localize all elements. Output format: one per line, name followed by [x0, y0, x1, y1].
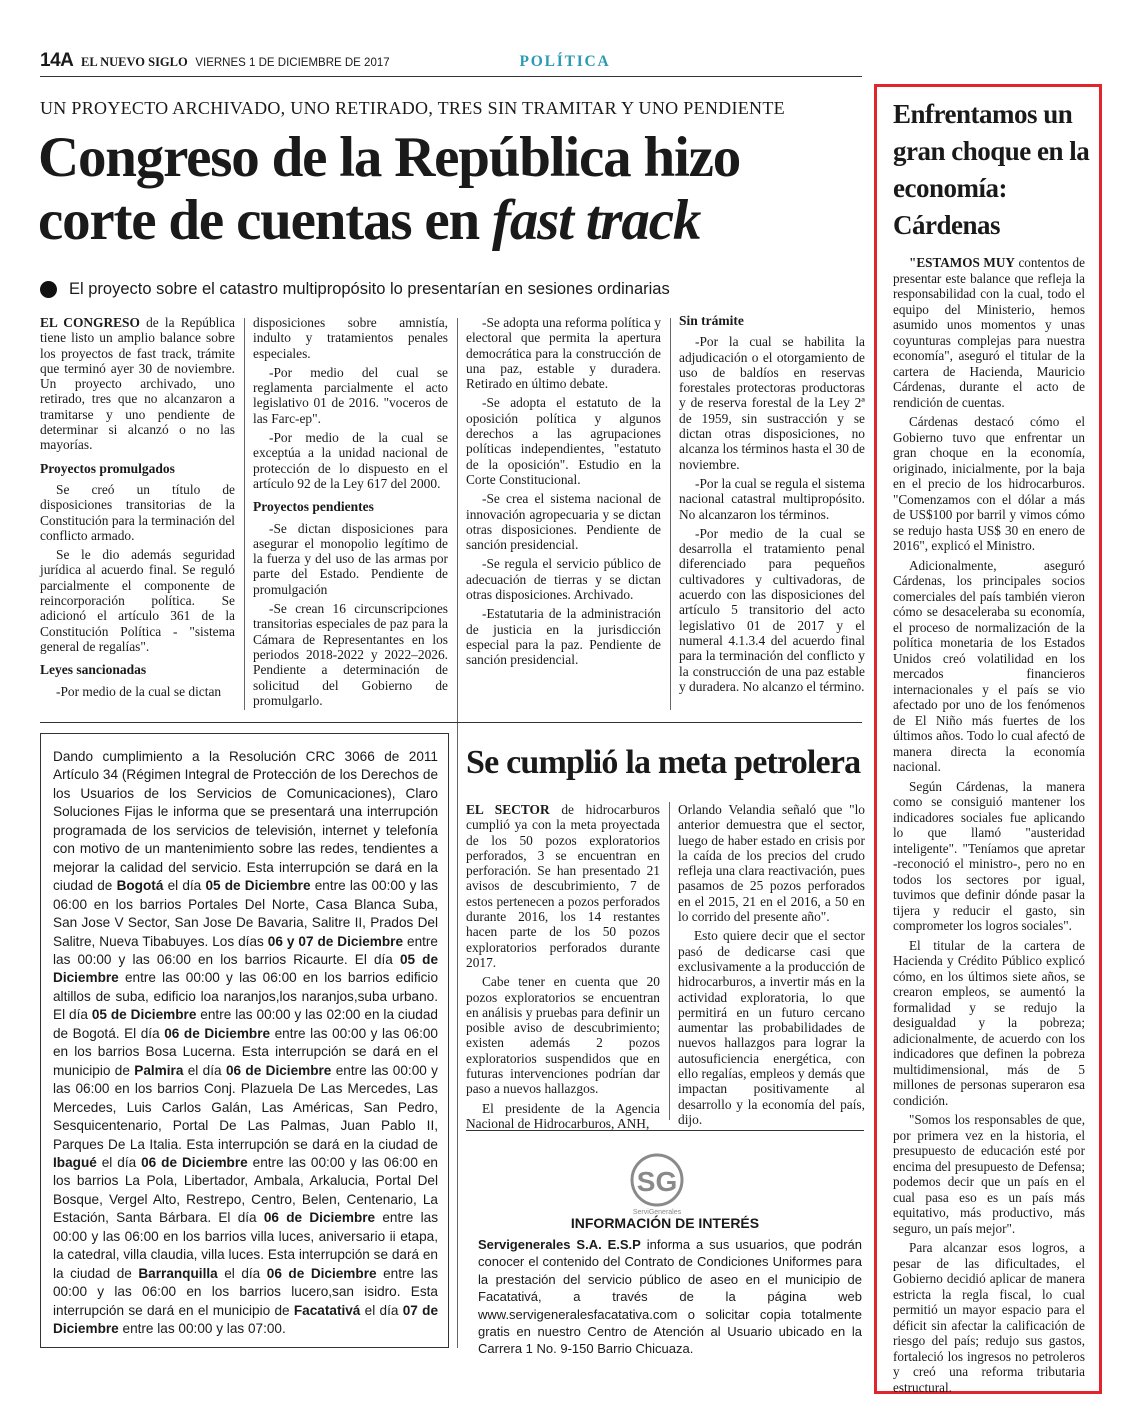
- svg-text:SG: SG: [636, 1166, 678, 1197]
- ad-body: Servigenerales S.A. E.S.P informa a sus usuarios, que podrán conocer el contenido del Contrato de Condiciones Uniformes para la prestación del servicio público de aseo en el municipio de Facatativá, a través de la página web www.servigeneralesfacatativa.com o solicitar copia totalmente gratis en nuestro Centro de Atención al Usuario ubicado en la Carrera 1 No. 9-150 Barrio Chicuaza.: [478, 1237, 862, 1357]
- main-column-4: Sin trámite -Por la cual se habilita la adjudicación o el otorgamiento de uso de baldíos en reservas forestales protectoras productoras y de reserva forestal de la Ley 2ª de 1959, sin sustracción y se dictan otras disposiciones, no alcanza los términos hasta el 30 de noviembre. -Por la cual se regula el sistema nacional catastral multipropósito. No alcanzaron los términos. -Por medio de la cual se desarrolla el tratamiento penal diferenciado para pequeños cultivadores y cultivadoras, de acuerdo con las disposiciones del artículo 5 transitorio del acto legislativo 01 de 2017 y el numeral 4.1.3.4 del acuerdo final para la terminación del conflicto y la construcción de una paz estable y duradera. No alcanzo el término.: [679, 313, 865, 694]
- svg-text:ServiGenerales: ServiGenerales: [632, 1209, 682, 1216]
- subhead-pendientes: Proyectos pendientes: [253, 499, 374, 515]
- sidebar-headline: Enfrentamos un gran choque en la economía: Cárdenas: [893, 99, 1090, 240]
- main-column-1: EL CONGRESO de la República tiene listo un amplio balance sobre los proyectos de fast track, trámite que terminó ayer 30 de noviembre. Un proyecto archivado, uno retirado, tres que no alcanzaron a tramitarse y uno pendiente de determinar si alcanzó o no las mayorías. Proyectos promulgados Se creó un título de disposiciones transitorias de la Constitución para la terminación del conflicto armado. Se le dio además seguridad jurídica al acuerdo final. Se reguló parcialmente el componente de reincorporación política. Se adicionó el artículo 361 de la Constitución Política - "sistema general de regalías". Leyes sancionadas -Por medio de la cual se dictan: [40, 315, 235, 699]
- sidebar-column: "ESTAMOS MUY contentos de presentar este balance que refleja la responsabilidad con la cual, todo el equipo del Ministerio, hemos asumido unos momentos y unas coyunturas complejas para nuestra economía", aseguró el titular de la cartera de Hacienda, Mauricio Cárdenas, durante el acto de rendición de cuentas. Cárdenas destacó cómo el Gobierno tuvo que enfrentar un gran choque en la economía, originado, inicialmente, por la baja en el precio de los hidrocarburos. "Comenzamos con el dólar a más de US$100 por barril y vimos cómo se redujo hasta US$ 30 en enero de 2016", explicó el Ministro. Adicionalmente, aseguró Cárdenas, los principales socios comerciales del país también vieron cómo se desaceleraba su economía, el proceso de normalización de la política monetaria de los Estados Unidos creó volatilidad en los mercados financieros internacionales y el país se vio afectado por uno de los fenómenos de El Niño más fuertes de los últimos años. Todo lo cual afectó de manera directa la economía nacional. Según Cárdenas, la manera como se consiguió mantener los indicadores sociales fue aplicando lo que llamó "austeridad inteligente". "Teníamos que apretar -reconoció el ministro-, pero no en todos los sectores por igual, tuvimos que definir dónde pasar la tijera y reducir el gasto, sin comprometer los logros sociales". El titular de la cartera de Hacienda y Crédito Público explicó cómo, en los últimos siete años, se crearon empleos, se aumentó la formalidad y se redujo la desigualdad y la pobreza; adicionalmente, de acuerdo con los indicadores que definen la pobreza multidimensional, más de 5 millones de personas superaron esa condición. "Somos los responsables de que, por primera vez en la historia, el presupuesto de educación esté por encima del presupuesto de Defensa; podemos decir que un país en el cual pasa eso es un país más equitativo, más productivo, más seguro, un país mejor". Para alcanzar esos logros, a pesar de las dificultades, el Gobierno decidió aplicar de manera estricta la regla fiscal, lo cual permitió un mayor espacio para el déficit sin afectar la calificación de riesgo del país; redujo sus gastos, fortaleció los ingresos no petroleros y creó una reforma tributaria estructural.: [893, 255, 1085, 1395]
- article-headline: [38, 126, 868, 252]
- section-rule: [40, 722, 862, 723]
- main-column-2: disposiciones sobre amnistía, indulto y tratamientos penales especiales. -Por medio del cual se reglamenta parcialmente el acto legislativo 01 de 2016. "voceros de las Farc-ep". -Por medio de la cual se exceptúa a la unidad nacional de protección de lo dispuesto en el artículo 92 de la Ley 617 del 2000. Proyectos pendientes -Se dictan disposiciones para asegurar el monopolio legítimo de la fuerza y del uso de las armas por parte del Estado. Pendiente de promulgación -Se crean 16 circunscripciones transitorias especiales de paz para la Cámara de Representantes en los periodos 2018-2022 y 2022–2026. Pendiente a determinación de solicitud del Gobierno de promulgarlo.: [253, 315, 448, 708]
- newspaper-name: EL NUEVO SIGLO: [80, 55, 188, 69]
- headline-italic: fast track: [492, 189, 701, 252]
- lead-paragraph: EL CONGRESO de la República tiene listo un amplio balance sobre los proyectos de fast track, trámite que terminó ayer 30 de noviembre. Un proyecto archivado, uno retirado, tres que no alcanzaron a tramitarse y uno pendiente de determinar si alcanzó o no las mayorías.: [40, 315, 235, 453]
- headline-line-1: Congreso de la República hizo: [38, 126, 741, 189]
- page-number: 14A: [40, 50, 74, 71]
- petroleum-column-2: Orlando Velandia señaló que "lo anterior demuestra que el sector, luego de haber estado en crisis por la caída de los precios del crudo refleja una clara reactivación, pues pasamos de 25 pozos perforados en el 2015, 21 en el 2016, a 50 en lo corrido del presente año". Esto quiere decir que el sector pasó de dedicarse casi que exclusivamente a la producción de hidrocarburos, a invertir más en la actividad exploratoria, lo que permitirá en un futuro cercano aumentar las probabilidades de nuevos hallazgos para lograr la autosuficiencia energética, con ello regalías, empleos y demás que impactan positivamente al desarrollo y la economía del país, dijo.: [678, 802, 865, 1127]
- issue-date: VIERNES 1 DE DICIEMBRE DE 2017: [195, 57, 390, 69]
- column-divider: [670, 318, 671, 710]
- page-header: [40, 50, 390, 72]
- header-rule: [40, 76, 862, 77]
- subhead-sancionadas: Leyes sancionadas: [40, 662, 147, 678]
- bullet-dot-icon: [40, 281, 57, 298]
- column-divider: [457, 318, 458, 1348]
- article-subtitle: El proyecto sobre el catastro multipropósito lo presentarían en sesiones ordinarias: [40, 280, 670, 299]
- ad-title: INFORMACIÓN DE INTERÉS: [570, 1215, 760, 1231]
- service-interruption-notice: Dando cumplimiento a la Resolución CRC 3066 de 2011 Artículo 34 (Régimen Integral de Protección de los Derechos de los Usuarios de los Servicios de Comunicaciones), Claro Soluciones Fijas le informa que se presentará una interrupción programada de los servicios de televisión, internet y telefonía con motivo de un mantenimiento sobre las redes, tendientes a mejorar la calidad del servicio. Esta interrupción se dará en la ciudad de Bogotá el día 05 de Diciembre entre las 00:00 y las 06:00 en los barrios Portales Del Norte, Casa Blanca Suba, San Jose V Sector, San Jose De Bavaria, Salitre II, Prados Del Salitre, Nueva Tibabuyes. Los días 06 y 07 de Diciembre entre las 00:00 y las 06:00 en los barrios Ricaurte. El día 05 de Diciembre entre las 00:00 y las 06:00 en los barrios edificio altillos de suba, edificio loa naranjos,los naranjos,suba urbano. El día 05 de Diciembre entre las 00:00 y las 02:00 en la ciudad de Bogotá. El día 06 de Diciembre entre las 00:00 y las 06:00 en los barrios Bosa Lucerna. Esta interrupción se dará en el municipio de Palmira el día 06 de Diciembre entre las 00:00 y las 06:00 en los barrios Conj. Plazuela De Las Mercedes, Las Mercedes, Luis Carlos Galán, Las Américas, San Pedro, Sesquicentenario, Portal De Las Palmas, Juan Pablo II, Parques De La Italia. Esta interrupción se dará en la ciudad de Ibagué el día 06 de Diciembre entre las 00:00 y las 06:00 en los barrios La Pola, Libertador, Ambala, Arkalucia, Portal Del Bosque, Vergel Alto, Restrepo, Centro, Belen, Centenario, La Estación, Santa Bárbara. El día 06 de Diciembre entre las 00:00 y las 06:00 en los barrios villa luces, aniversario ii etapa, la catedral, villa claudia, villa luces. Esta interrupción se dará en la ciudad de Barranquilla el día 06 de Diciembre entre las 00:00 y las 06:00 en los barrios lucero,san isidro. Esta interrupción se dará en el municipio de Facatativá el día 07 de Diciembre entre las 00:00 y las 07:00.: [40, 733, 449, 1348]
- article-kicker: UN PROYECTO ARCHIVADO, UNO RETIRADO, TRES SIN TRAMITAR Y UNO PENDIENTE: [40, 98, 785, 118]
- column-divider: [244, 318, 245, 710]
- servigenerales-logo-icon: [617, 1150, 697, 1218]
- headline-line-2: corte de cuentas en fast track: [38, 189, 701, 252]
- column-divider: [669, 802, 670, 1120]
- section-title: POLÍTICA: [519, 53, 611, 70]
- petroleum-column-1: EL SECTOR de hidrocarburos cumplió ya con la meta proyectada de los 50 pozos exploratorios perforados, 3 se encuentran en perforación. Se han presentado 21 avisos de descubrimiento, 7 de estos pertenecen a pozos perforados durante 2016, los 14 restantes hacen parte de los 50 pozos exploratorios perforados durante 2017. Cabe tener en cuenta que 20 pozos exploratorios se encuentran en análisis y pruebas para definir un posible aviso de descubrimiento; existen además 2 pozos exploratorios suspendidos que en futuras intervenciones podrían dar paso a nuevos hallazgos. El presidente de la Agencia Nacional de Hidrocarburos, ANH,: [466, 802, 661, 1131]
- petroleum-headline: Se cumplió la meta petrolera: [466, 744, 861, 781]
- subhead-sin-tramite: Sin trámite: [679, 313, 744, 328]
- subhead-promulgados: Proyectos promulgados: [40, 460, 175, 476]
- main-column-3: -Se adopta una reforma política y electoral que permita la apertura democrática para la construcción de una paz, estable y duradera. Retirado en último debate. -Se adopta el estatuto de la oposición política y algunos derechos a las agrupaciones políticas independientes, "estatuto de la oposición". Estudio en la Corte Constitucional. -Se crea el sistema nacional de innovación agropecuaria y se dictan otras disposiciones. Pendiente de sanción presidencial. -Se regula el servicio público de adecuación de tierras y se dictan otras disposiciones. Archivado. -Estatutaria de la administración de justicia en la jurisdicción especial para la paz. Pendiente de sanción presidencial.: [466, 315, 661, 668]
